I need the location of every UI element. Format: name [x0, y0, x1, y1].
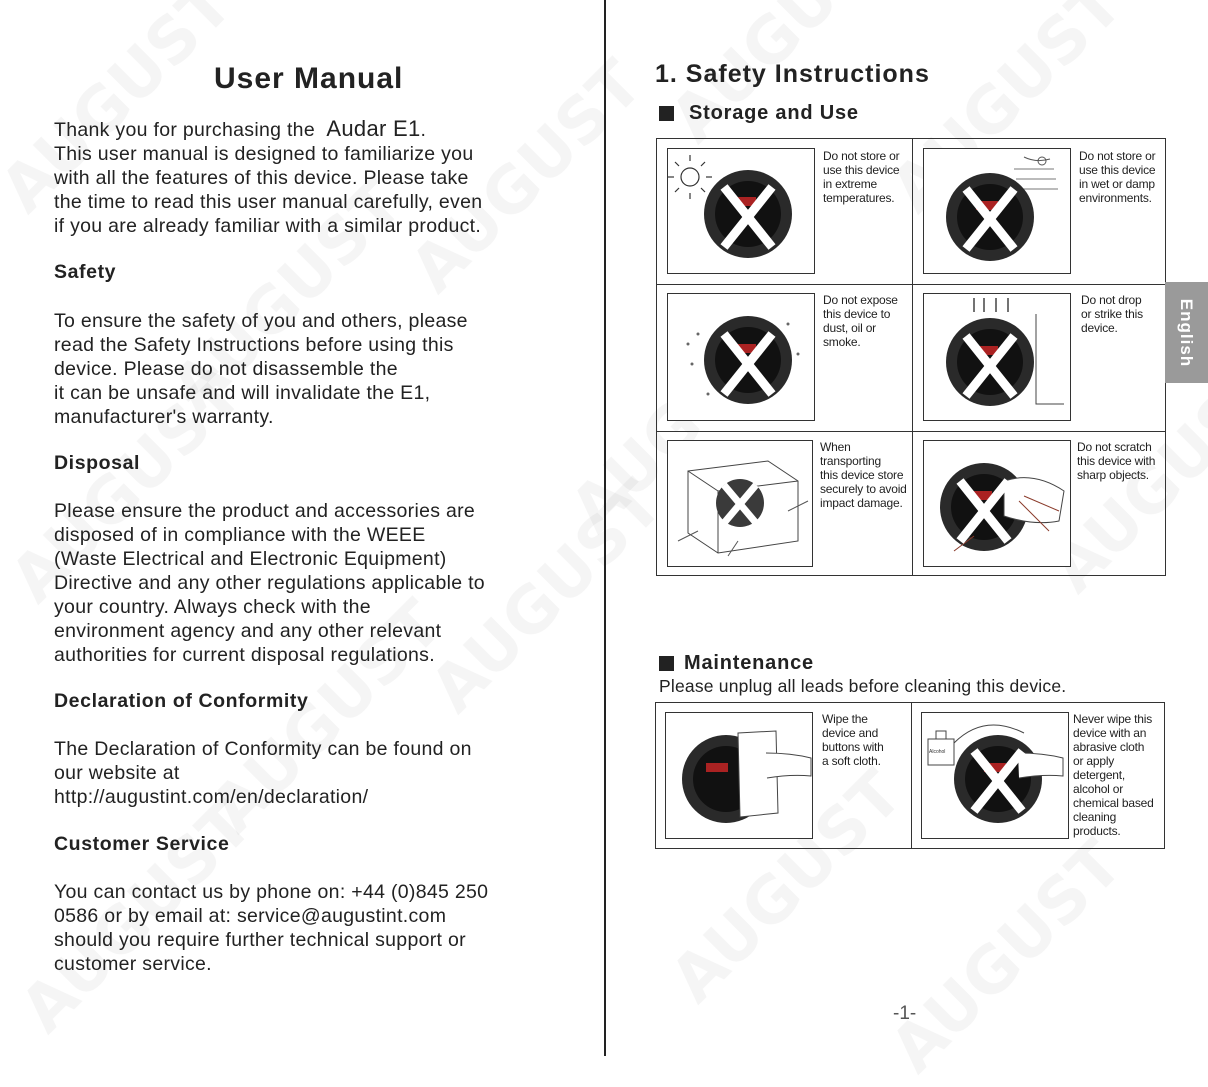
maintenance-heading-label: Maintenance	[684, 652, 814, 674]
sun-icon	[668, 149, 815, 274]
cloth-icon	[666, 713, 813, 839]
storage-caption: When transporting this device store securely to avoid impact damage.	[820, 440, 907, 510]
declaration-heading: Declaration of Conformity	[54, 690, 309, 712]
storage-cell-damp	[913, 139, 1167, 284]
water-icon	[924, 149, 1071, 274]
safety-heading: Safety	[54, 261, 117, 283]
maintenance-caption: Wipe the device and buttons with a soft cloth.	[822, 712, 884, 768]
bullet-square-icon	[659, 106, 674, 121]
disposal-text: Please ensure the product and accessories are disposed of in compliance with the WEEE (Waste Electrical and Electronic Equipment) Directive and any other regulations applicable to your country. Always check with the environment agency and any other relevant authorities for current disposal regulations.	[54, 500, 485, 666]
intro-prefix: Thank you for purchasing the	[54, 119, 315, 141]
intro-line	[54, 117, 426, 142]
storage-caption: Do not store or use this device in wet or damp environments.	[1079, 149, 1156, 205]
storage-heading-label: Storage and Use	[689, 102, 859, 124]
maintenance-caption: Never wipe this device with an abrasive cloth or apply detergent, alcohol or chemical based cleaning products.	[1073, 712, 1154, 838]
intro-body: This user manual is designed to familiarize you with all the features of this device. Please take the time to read this user manual carefully, even if you are already familiar with a similar product.	[54, 143, 483, 237]
page-number: -1-	[893, 1003, 917, 1024]
storage-caption: Do not drop or strike this device.	[1081, 293, 1143, 335]
dust-icon	[668, 294, 815, 421]
safety-text: To ensure the safety of you and others, please read the Safety Instructions before using this device. Please do not disassemble the it can be unsafe and will invalidate the E1, manufacturer's warranty.	[54, 310, 468, 428]
product-name: Audar E1	[326, 116, 421, 141]
box-icon	[668, 441, 813, 567]
storage-cell-drop	[913, 285, 1167, 431]
customer-service-text: You can contact us by phone on: +44 (0)845 250 0586 or by email at: service@augustint.com should you require further technical support or customer service.	[54, 881, 489, 975]
intro-suffix: .	[420, 119, 427, 141]
bullet-square-icon	[659, 656, 674, 671]
storage-caption: Do not expose this device to dust, oil or smoke.	[823, 293, 898, 349]
watermark	[877, 827, 1137, 1087]
maintenance-grid	[655, 702, 1165, 849]
maintenance-text: Please unplug all leads before cleaning this device.	[659, 676, 1067, 696]
storage-caption: Do not scratch this device with sharp objects.	[1077, 440, 1156, 482]
language-tab-label: English	[1177, 298, 1197, 367]
storage-cell-temperature	[657, 139, 912, 284]
maintenance-cell-no-chemicals	[912, 703, 1166, 850]
scratch-icon	[924, 441, 1071, 567]
impact-icon	[924, 294, 1071, 421]
maintenance-cell-soft-cloth	[656, 703, 911, 850]
bottle-label: Alcohol	[929, 749, 946, 755]
declaration-text: The Declaration of Conformity can be found on our website at http://augustint.com/en/declaration/	[54, 738, 472, 808]
maintenance-heading	[659, 652, 814, 675]
storage-cell-dust	[657, 285, 912, 431]
storage-cell-transport	[657, 432, 912, 577]
section-title: 1. Safety Instructions	[655, 60, 930, 88]
disposal-heading: Disposal	[54, 452, 141, 474]
storage-cell-scratch	[913, 432, 1167, 577]
bottle-icon	[922, 713, 1069, 839]
page-divider	[604, 0, 606, 1056]
customer-service-heading: Customer Service	[54, 833, 230, 855]
language-tab[interactable]	[1165, 282, 1208, 383]
storage-caption: Do not store or use this device in extreme temperatures.	[823, 149, 900, 205]
storage-heading	[659, 102, 859, 125]
page-title: User Manual	[214, 62, 404, 95]
storage-grid	[656, 138, 1166, 576]
